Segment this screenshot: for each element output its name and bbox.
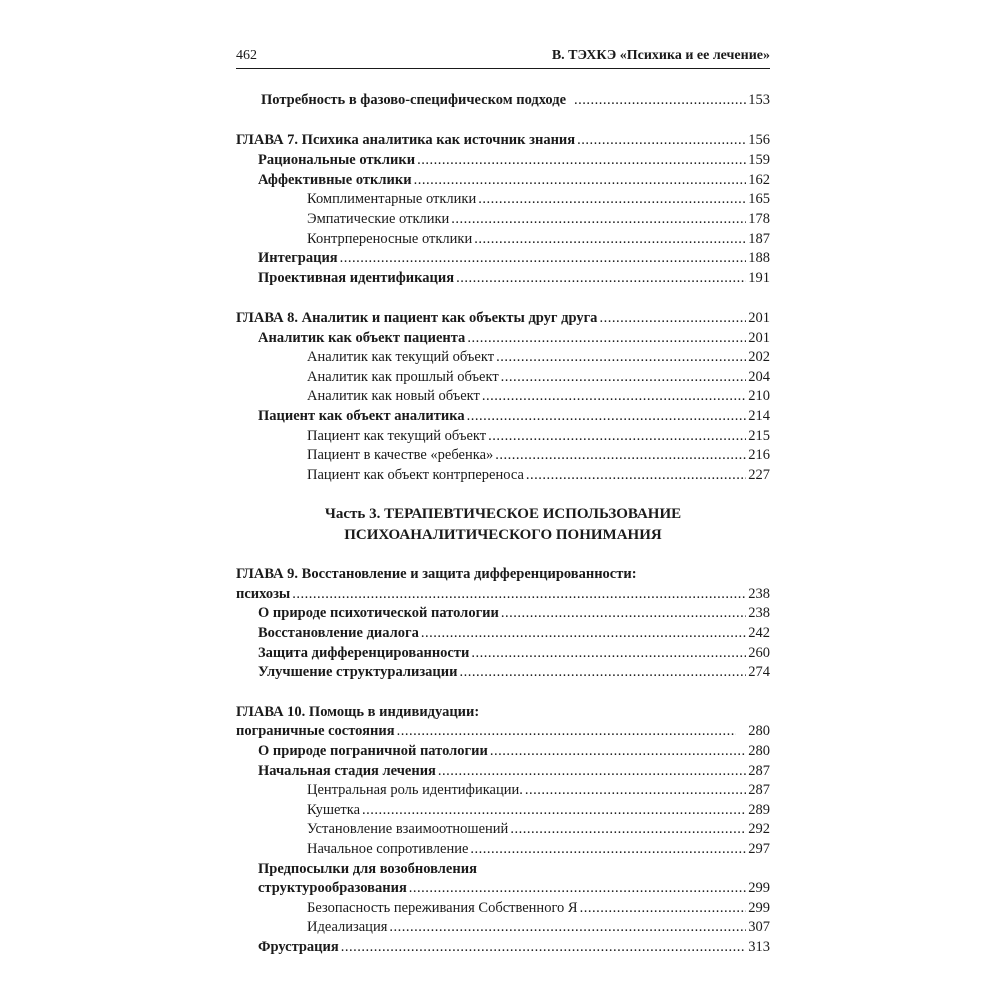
toc-entry-title: Установление взаимоотношений [307, 821, 509, 837]
toc-subentry[interactable] [307, 348, 770, 366]
toc-entry-title: Начальная стадия лечения [258, 763, 436, 779]
toc-entry-page: 215 [748, 428, 770, 444]
dot-leader [467, 329, 746, 347]
toc-subentry[interactable] [307, 899, 770, 917]
toc-entry[interactable] [258, 329, 770, 347]
toc-entry-title: Восстановление диалога [258, 625, 419, 641]
toc-entry[interactable] [261, 91, 770, 109]
dot-leader [482, 387, 746, 405]
chapter-page: 156 [748, 132, 770, 148]
toc-entry-page: 191 [748, 270, 770, 286]
dot-leader [389, 918, 746, 936]
dot-leader [490, 742, 746, 760]
toc-entry-title: Комплиментарные отклики [307, 191, 477, 207]
dot-leader [341, 938, 747, 956]
toc-entry-page: 214 [748, 408, 770, 424]
toc-entry[interactable] [258, 624, 770, 642]
toc-entry-page: 153 [748, 92, 770, 108]
toc-entry-page: 202 [748, 349, 770, 365]
toc-entry-title: Аналитик как текущий объект [307, 349, 495, 365]
toc-entry-title: Пациент в качестве «ребенка» [307, 447, 494, 463]
dot-leader [495, 446, 746, 464]
dot-leader [488, 427, 746, 445]
toc-entry-title: Проективная идентификация [258, 270, 455, 286]
toc-entry-title: Защита дифференцированности [258, 645, 470, 661]
chapter-title: пограничные состояния [236, 723, 395, 739]
toc-entry-title: структурообразования [258, 880, 407, 896]
toc-subentry[interactable] [307, 466, 770, 484]
toc-entry-title: Идеализация [307, 919, 388, 935]
toc-entry[interactable] [258, 879, 770, 897]
toc-subentry[interactable] [307, 801, 770, 819]
dot-leader [501, 368, 747, 386]
toc-entry-page: 289 [748, 802, 770, 818]
dot-leader [510, 820, 746, 838]
toc-entry-title: Кушетка [307, 802, 361, 818]
dot-leader [467, 407, 747, 425]
dot-leader [397, 722, 737, 740]
toc-entry[interactable] [258, 762, 770, 780]
toc-entry-page: 274 [748, 664, 770, 680]
toc-entry-title: Контрпереносные отклики [307, 231, 473, 247]
toc-chapter-8[interactable] [236, 309, 770, 327]
toc-subentry[interactable] [307, 230, 770, 248]
chapter-page: 201 [748, 310, 770, 326]
toc-entry-page: 307 [748, 919, 770, 935]
dot-leader [471, 644, 746, 662]
toc-subentry[interactable] [307, 820, 770, 838]
chapter-title: ГЛАВА 8. Аналитик и пациент как объекты друг друга [236, 310, 598, 326]
chapter-10-title-line-1[interactable]: ГЛАВА 10. Помощь в индивидуации: [236, 704, 480, 720]
toc-entry-page: 165 [748, 191, 770, 207]
toc-entry[interactable] [258, 249, 770, 267]
toc-subentry[interactable] [307, 781, 770, 799]
dot-leader [474, 230, 746, 248]
dot-leader [496, 348, 746, 366]
dot-leader [438, 762, 746, 780]
part-heading-line-1: Часть 3. ТЕРАПЕВТИЧЕСКОЕ ИСПОЛЬЗОВАНИЕ [324, 506, 682, 522]
running-title: В. ТЭХКЭ «Психика и ее лечение» [551, 48, 770, 63]
dot-leader [478, 190, 746, 208]
toc-entry-page: 299 [748, 880, 770, 896]
toc-subentry[interactable] [307, 427, 770, 445]
toc-entry-page: 292 [748, 821, 770, 837]
toc-entry-title: О природе психотической патологии [258, 605, 499, 621]
toc-chapter-9[interactable] [236, 585, 770, 603]
dot-leader [574, 91, 746, 109]
toc-entry-title: Пациент как объект контрпереноса [307, 467, 524, 483]
dot-leader [456, 269, 746, 287]
toc-entry-title: Потребность в фазово-специфическом подходе [261, 92, 567, 108]
toc-entry[interactable] [258, 938, 770, 956]
dot-leader [292, 585, 746, 603]
dot-leader [451, 210, 746, 228]
toc-entry-title: Улучшение структурализации [258, 664, 458, 680]
toc-entry-page: 216 [748, 447, 770, 463]
toc-entry[interactable] [258, 742, 770, 760]
toc-entry-page: 162 [748, 172, 770, 188]
page-number: 462 [236, 48, 257, 63]
toc-entry-page: 210 [748, 388, 770, 404]
toc-subentry[interactable] [307, 190, 770, 208]
toc-entry-title: Пациент как текущий объект [307, 428, 487, 444]
chapter-page: 280 [748, 723, 770, 739]
toc-entry-page: 287 [748, 782, 770, 798]
chapter-9-title-line-1[interactable]: ГЛАВА 9. Восстановление и защита дифференцированности: [236, 566, 637, 582]
toc-entry[interactable] [258, 644, 770, 662]
dot-leader [417, 151, 746, 169]
running-header [236, 46, 770, 69]
toc-entry-page: 159 [748, 152, 770, 168]
toc-entry-page: 299 [748, 900, 770, 916]
toc-subentry[interactable] [307, 210, 770, 228]
dot-leader [470, 840, 746, 858]
dot-leader [580, 899, 747, 917]
toc-entry-title: Аналитик как новый объект [307, 388, 480, 404]
toc-entry[interactable] [258, 407, 770, 425]
toc-entry-title: Эмпатические отклики [307, 211, 450, 227]
toc-entry-page: 187 [748, 231, 770, 247]
dot-leader [526, 466, 746, 484]
toc-entry-title-line-1[interactable]: Предпосылки для возобновления [258, 861, 477, 877]
toc-entry-title: Рациональные отклики [258, 152, 416, 168]
toc-entry-title: Центральная роль идентификации. [307, 782, 523, 798]
toc-subentry[interactable] [307, 446, 770, 464]
toc-entry-title: Начальное сопротивление [307, 841, 469, 857]
dot-leader [525, 781, 746, 799]
toc-subentry[interactable] [307, 840, 770, 858]
toc-chapter-7[interactable] [236, 131, 770, 149]
toc-entry-title: Фрустрация [258, 939, 339, 955]
toc-entry[interactable] [258, 171, 770, 189]
toc-entry-title: Аффективные отклики [258, 172, 412, 188]
toc-entry-page: 178 [748, 211, 770, 227]
toc-entry-page: 297 [748, 841, 770, 857]
toc-entry[interactable] [258, 269, 770, 287]
dot-leader [340, 249, 747, 267]
dot-leader [501, 604, 746, 622]
toc-entry-page: 242 [748, 625, 770, 641]
toc-entry-title: Пациент как объект аналитика [258, 408, 465, 424]
toc-entry[interactable] [258, 604, 770, 622]
toc-entry-page: 260 [748, 645, 770, 661]
dot-leader [421, 624, 746, 642]
dot-leader [362, 801, 746, 819]
toc-entry-page: 238 [748, 605, 770, 621]
toc-subentry[interactable] [307, 918, 770, 936]
chapter-page: 238 [748, 586, 770, 602]
dot-leader [599, 309, 746, 327]
toc-entry-page: 201 [748, 330, 770, 346]
toc-entry-page: 280 [748, 743, 770, 759]
toc-entry-title: Аналитик как прошлый объект [307, 369, 499, 385]
toc-entry-page: 313 [748, 939, 770, 955]
toc-entry-title: О природе пограничной патологии [258, 743, 488, 759]
toc-entry-page: 188 [748, 250, 770, 266]
toc-entry[interactable] [258, 151, 770, 169]
toc-subentry[interactable] [307, 368, 770, 386]
toc-entry-page: 204 [748, 369, 770, 385]
dot-leader [409, 879, 746, 897]
toc-entry-title: Аналитик как объект пациента [258, 330, 466, 346]
dot-leader [577, 131, 746, 149]
toc-entry-title: Интеграция [258, 250, 338, 266]
part-heading-line-2: ПСИХОАНАЛИТИЧЕСКОГО ПОНИМАНИЯ [344, 527, 662, 543]
toc-chapter-10[interactable] [236, 722, 770, 740]
dot-leader [459, 663, 746, 681]
toc-subentry[interactable] [307, 387, 770, 405]
toc-entry-title: Безопасность переживания Собственного Я [307, 900, 578, 916]
chapter-title: психозы [236, 586, 291, 602]
dot-leader [414, 171, 747, 189]
chapter-title: ГЛАВА 7. Психика аналитика как источник знания [236, 132, 576, 148]
toc-entry[interactable] [258, 663, 770, 681]
toc-entry-page: 287 [748, 763, 770, 779]
toc-entry-page: 227 [748, 467, 770, 483]
